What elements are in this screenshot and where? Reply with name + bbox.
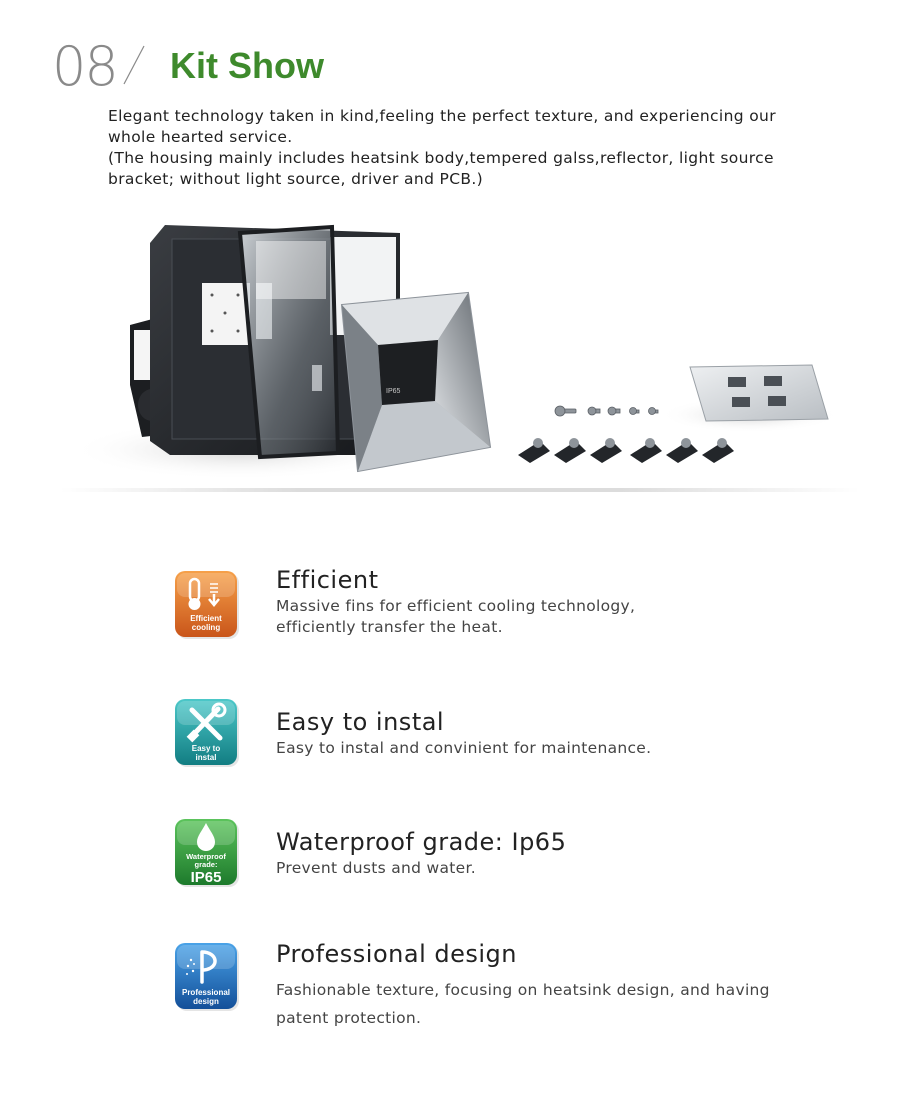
feature-desc-line: Prevent dusts and water. xyxy=(276,859,476,877)
icon-label: grade: xyxy=(194,860,218,869)
feature-desc-line: patent protection. xyxy=(276,1009,422,1027)
kit-product-image xyxy=(60,205,860,505)
feature-efficient xyxy=(172,566,832,650)
feature-desc-line: efficiently transfer the heat. xyxy=(276,618,503,636)
feature-professional-design xyxy=(172,942,832,1032)
section-number xyxy=(52,36,152,98)
icon-label: design xyxy=(193,997,219,1006)
feature-desc xyxy=(276,858,816,879)
water-drop-icon xyxy=(172,818,242,892)
intro-text xyxy=(108,106,828,190)
intro-line: Elegant technology taken in kind,feeling the perfect texture, and experiencing our xyxy=(108,107,776,125)
intro-line: whole hearted service. xyxy=(108,128,293,146)
icon-label: instal xyxy=(195,753,217,762)
section-number-text: 08 xyxy=(52,35,117,98)
feature-title: Easy to instal xyxy=(276,708,445,736)
feature-desc-line: Massive fins for efficient cooling technology, xyxy=(276,597,636,615)
feature-title: Professional design xyxy=(276,940,517,968)
feature-desc xyxy=(276,738,816,759)
icon-label: IP65 xyxy=(190,869,222,886)
feature-desc-line: Fashionable texture, focusing on heatsink design, and having xyxy=(276,981,770,999)
wrench-screwdriver-icon xyxy=(172,698,242,772)
reflector-label: IP65 xyxy=(386,388,401,395)
feature-desc xyxy=(276,976,816,1032)
page-title: Kit Show xyxy=(170,45,324,86)
feature-title: Waterproof grade: Ip65 xyxy=(276,828,567,856)
feature-title: Efficient xyxy=(276,566,379,594)
icon-label: cooling xyxy=(191,623,221,632)
feature-desc xyxy=(276,596,816,638)
feature-easy-install xyxy=(172,698,832,778)
slash-decoration xyxy=(52,36,152,98)
intro-line: bracket; without light source, driver and PCB.) xyxy=(108,170,484,188)
feature-desc-line: Easy to instal and convinient for maintenance. xyxy=(276,739,652,757)
icon-label: Professional xyxy=(181,988,231,997)
professional-design-icon xyxy=(172,942,242,1016)
thermometer-icon xyxy=(172,570,242,644)
icon-label: Efficient xyxy=(190,614,222,623)
intro-line: (The housing mainly includes heatsink body,tempered galss,reflector, light source xyxy=(108,149,774,167)
icon-label: Waterproof xyxy=(186,852,226,861)
icon-label: Easy to xyxy=(191,744,221,753)
feature-waterproof xyxy=(172,818,832,898)
